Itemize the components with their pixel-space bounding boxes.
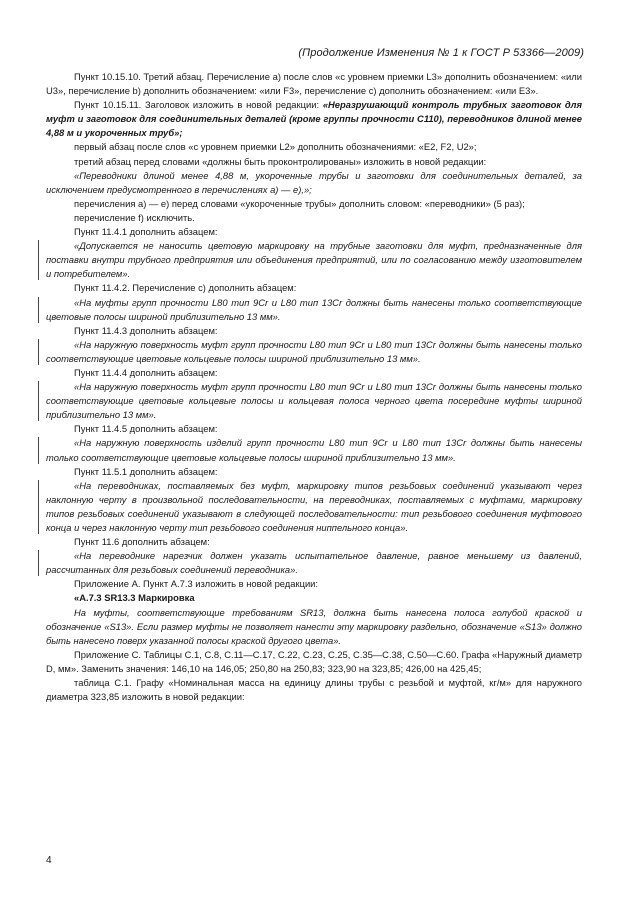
paragraph-11-4-3: Пункт 11.4.3 дополнить абзацем: bbox=[74, 324, 218, 336]
paragraph-11-4-4: Пункт 11.4.4 дополнить абзацем: bbox=[74, 366, 218, 378]
quote-11-4-2: «На муфты групп прочности L80 тип 9Cr и L80 тип 13Cr должны быть нанесены только соответствующие цветовые полосы шириной приблизительно 13 мм». bbox=[46, 296, 582, 324]
paragraph-10-15-10: Пункт 10.15.10. Третий абзац. Перечисление а) после слов «с уровнем приемки L3» дополнить обозначением: «или U3», перечисление b) дополнить обозначением: «или F3», перечисление с) дополнить обозначением: «или E3». bbox=[46, 71, 582, 97]
quote-11-4-1: «Допускается не наносить цветовую маркировку на трубные заготовки для муфт, предназначенные для поставки внутри трубного предприятия или объединения предприятий, или по согласованию между изготовителем и потребителем». bbox=[46, 239, 582, 281]
page-number: 4 bbox=[46, 855, 52, 866]
paragraph-11-4-5: Пункт 11.4.5 дополнить абзацем: bbox=[74, 423, 218, 435]
quote-11-4-4: «На наружную поверхность муфт групп прочности L80 тип 9Cr и L80 тип 13Cr должны быть нанесены только соответствующие цветовые кольцевые полосы и кольцевая полоса черного цвета посередине муфты шириной приблизительно 13 мм». bbox=[46, 380, 582, 422]
paragraph-perevodniki-quote: «Переводники длиной менее 4,88 м, укороченные трубы и заготовки для соединительных деталей, за исключением предусмотренного в перечислениях а) — е),»; bbox=[46, 169, 582, 195]
quote-a-7-3: На муфты, соответствующие требованиям SR13, должна быть нанесена полоса голубой краской и обозначение «S13». Если размер муфты не позволяет нанести эту маркировку раздельно, обозначение «S13» должно быть нанесено поверх указанной полосы краской другого цвета». bbox=[46, 606, 582, 646]
paragraph-perechisleniya: перечисления а) — е) перед словами «укороченные трубы» дополнить словом: «переводники» (5 раз); bbox=[74, 197, 525, 209]
quote-11-5-1: «На переводниках, поставляемых без муфт, маркировку типов резьбовых соединений указывают через наклонную черту в произвольной последовательности, на переводниках, поставляемых с муфтами, маркировку типов резьбовых соединений указывают в следующей последовательности: тип резьбового соединения муфтового конца и через наклонную черту тип резьбового соединения ниппельного конца». bbox=[46, 479, 582, 535]
paragraph-table-c-1: таблица С.1. Графу «Номинальная масса на единицу длины трубы с резьбой и муфтой, кг/м» для наружного диаметра 323,85 изложить в новой редакции: bbox=[46, 677, 582, 703]
paragraph-first-abzac: первый абзац после слов «с уровнем приемки L2» дополнить обозначениями: «E2, F2, U2»; bbox=[74, 141, 477, 153]
paragraph-third-abzac: третий абзац перед словами «должны быть проконтролированы» изложить в новой редакции: bbox=[74, 155, 487, 167]
paragraph-11-4-1: Пункт 11.4.1 дополнить абзацем: bbox=[74, 226, 218, 238]
paragraph-appendix-a: Приложение А. Пункт А.7.3 изложить в новой редакции: bbox=[74, 578, 319, 590]
paragraph-appendix-c: Приложение С. Таблицы С.1, С.8, С.11—С.17, С.22, С.23, С.25, С.35—С.38, С.50—С.60. Графа «Наружный диаметр D, мм». Заменить значения: 146,10 на 146,05; 250,80 на 250,83; 323,90 на 323,85; 426,00 на 425,45; bbox=[46, 648, 582, 674]
paragraph-10-15-11 bbox=[46, 98, 582, 140]
new-title-text: «Неразрушающий контроль трубных заготовок для муфт и заготовок для соединительных деталей (кроме группы прочности С110), переводников длиной менее 4,88 м и укороченных труб»; bbox=[46, 99, 582, 139]
paragraph-11-6: Пункт 11.6 дополнить абзацем: bbox=[74, 536, 210, 548]
paragraph-11-5-1: Пункт 11.5.1 дополнить абзацем: bbox=[74, 465, 218, 477]
quote-11-6: «На переводнике нарезчик должен указать испытательное давление, равное меньшему из давлений, рассчитанных для резьбовых соединений переводника». bbox=[46, 549, 582, 577]
section-heading-a-7-3: «А.7.3 SR13.3 Маркировка bbox=[74, 592, 195, 604]
quote-11-4-3: «На наружную поверхность муфт групп прочности L80 тип 9Cr и L80 тип 13Cr должны быть нанесены только соответствующие цветовые кольцевые полосы шириной приблизительно 13 мм». bbox=[46, 338, 582, 366]
quote-11-4-5: «На наружную поверхность изделий групп прочности L80 тип 9Cr и L80 тип 13Cr должны быть нанесены только соответствующие цветовые кольцевые полосы шириной приблизительно 13 мм». bbox=[46, 436, 582, 464]
page-header: (Продолжение Изменения № 1 к ГОСТ Р 53366—2009) bbox=[298, 47, 584, 59]
paragraph-perechislenie-f: перечисление f) исключить. bbox=[74, 211, 195, 223]
paragraph-11-4-2: Пункт 11.4.2. Перечисление с) дополнить абзацем: bbox=[74, 282, 297, 294]
document-body bbox=[46, 70, 582, 704]
paragraph-10-15-11-intro: Пункт 10.15.11. Заголовок изложить в новой редакции: bbox=[74, 99, 323, 111]
